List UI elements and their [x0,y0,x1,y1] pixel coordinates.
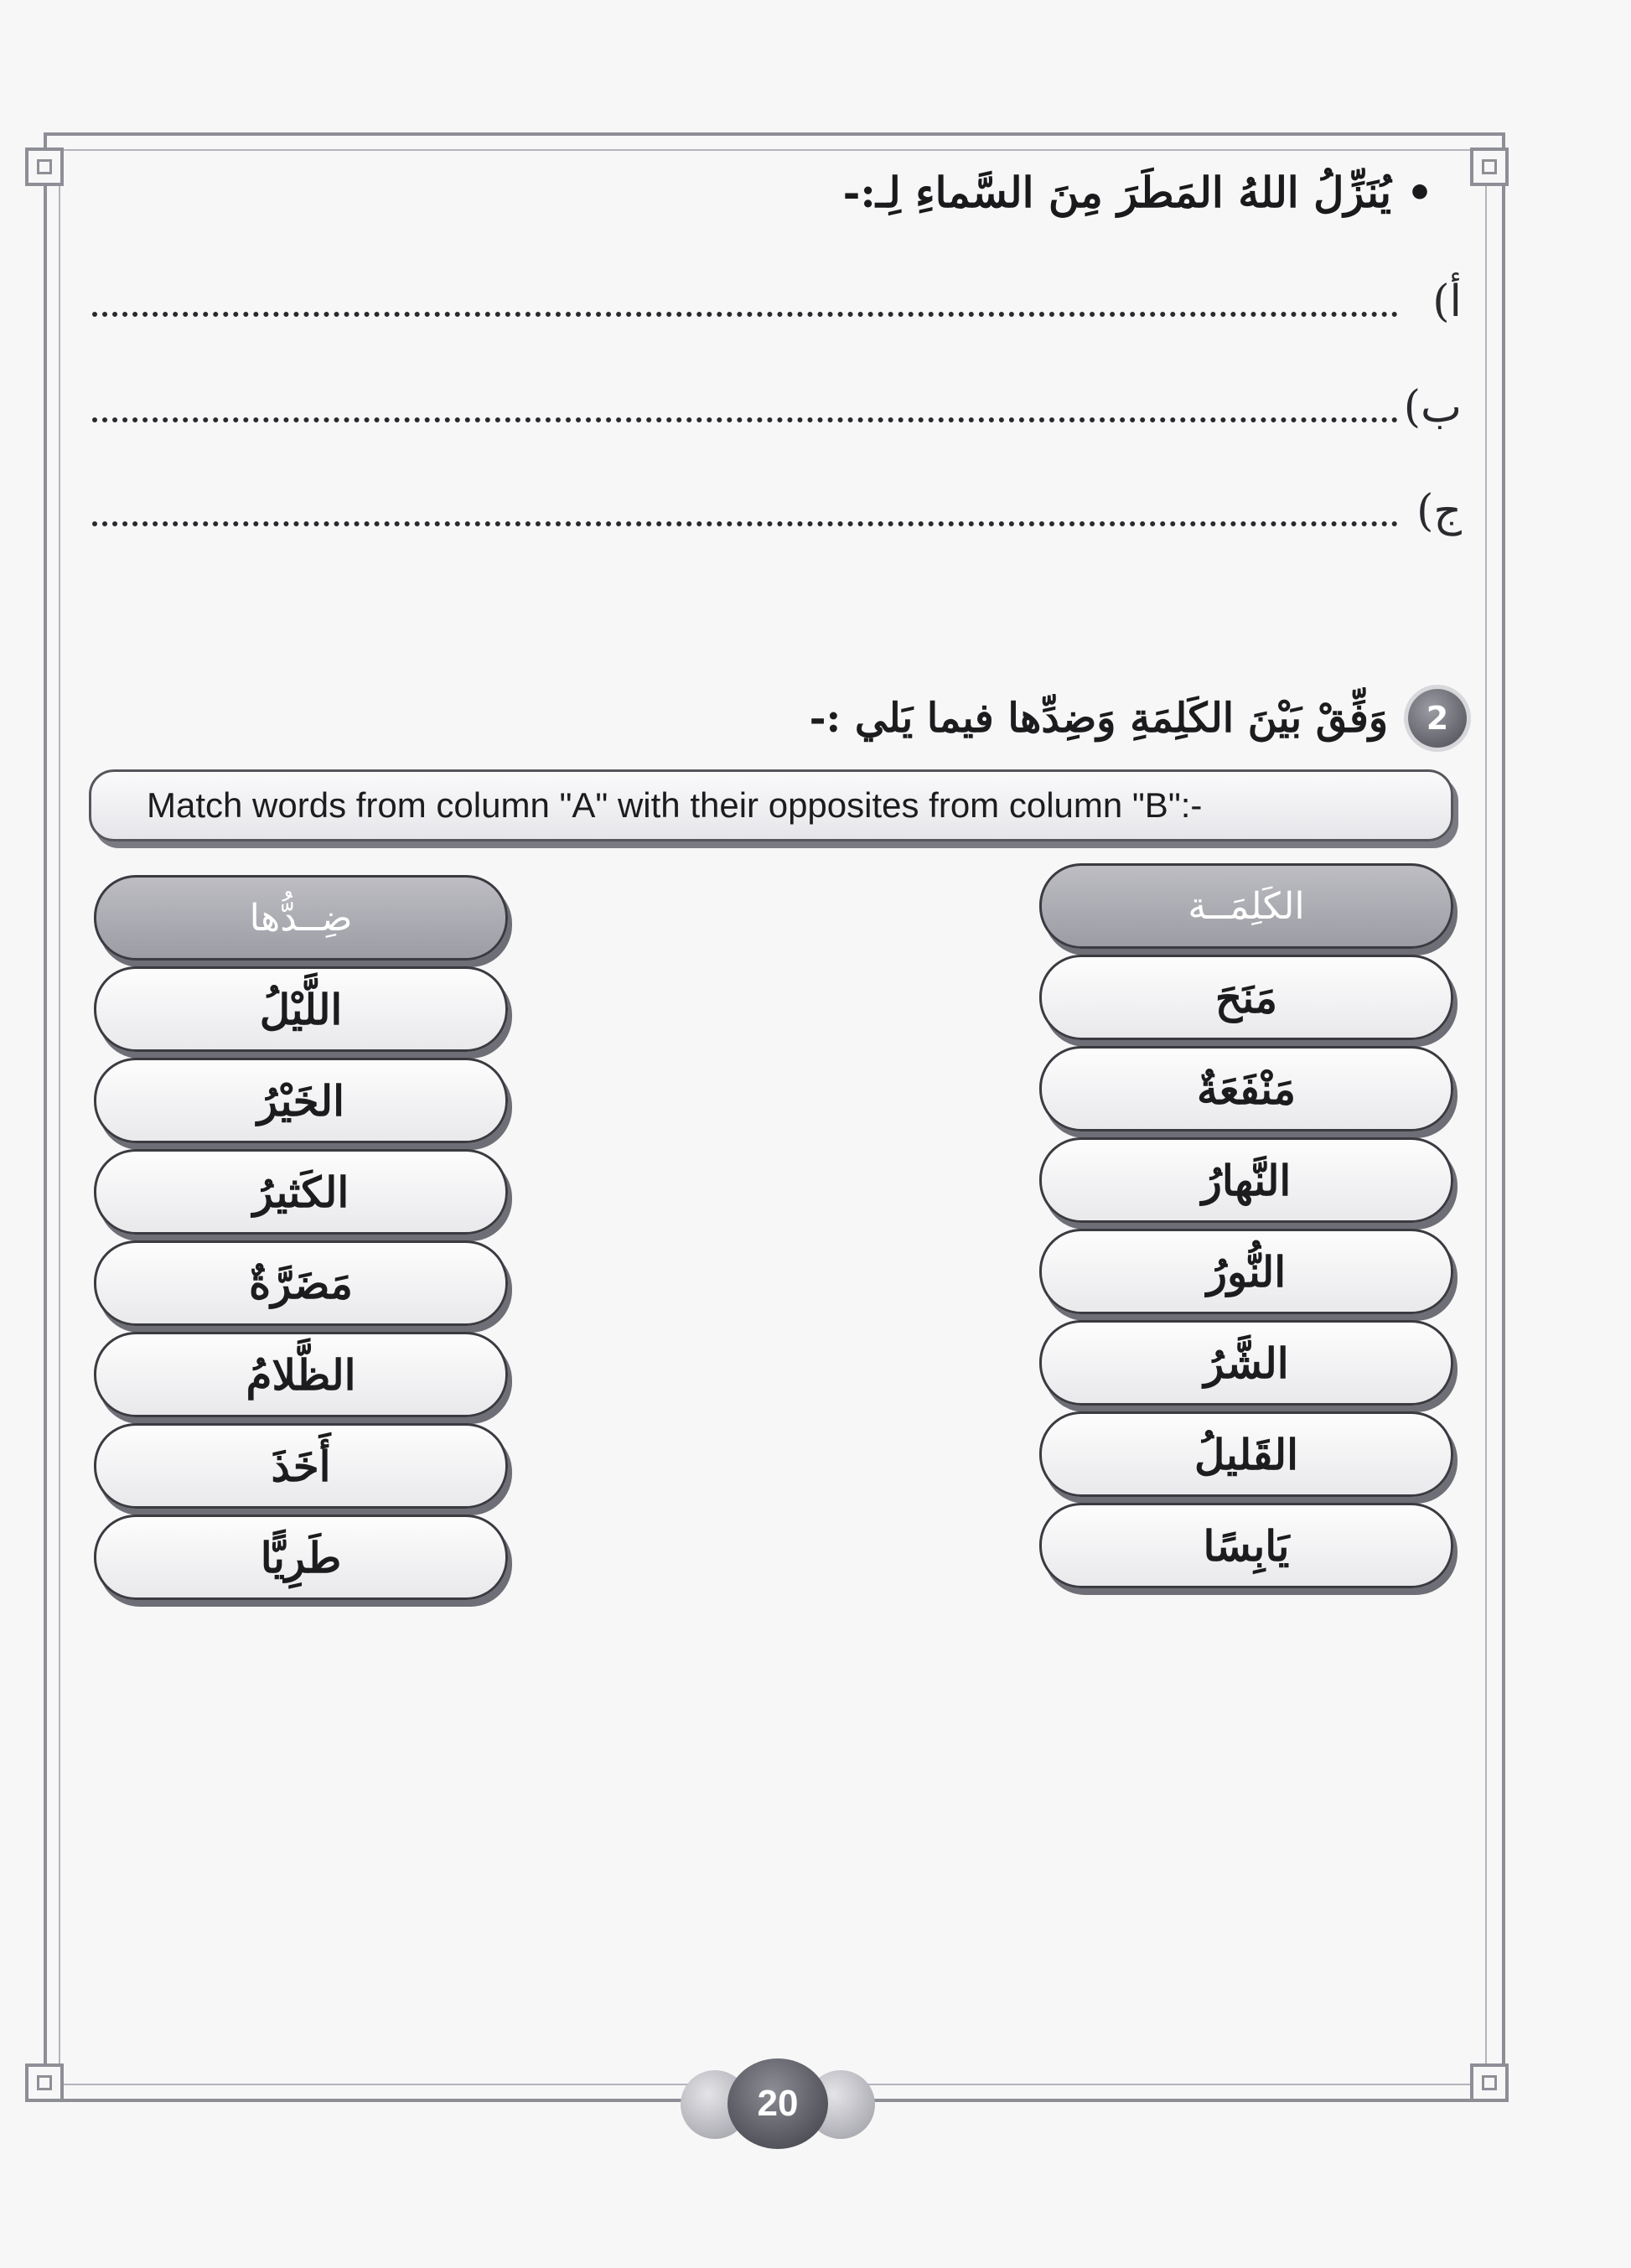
answer-line-a[interactable] [92,277,1462,327]
question-1 [843,168,1433,217]
column-a [1039,863,1453,1594]
corner-ornament [25,148,64,186]
page-number: 20 [727,2058,828,2149]
answer-line-b[interactable] [92,382,1462,432]
page-number-badge [681,2058,875,2151]
dotted-line [92,521,1398,526]
column-b [94,875,508,1606]
opposite-word[interactable]: اللَّيْلُ [94,966,508,1052]
instruction-text: Match words from column "A" with their opposites from column "B":- [147,785,1203,825]
opposite-word[interactable]: الظَّلامُ [94,1332,508,1417]
word[interactable]: القَليلُ [1039,1411,1453,1497]
word[interactable]: الشَّرُ [1039,1320,1453,1406]
dotted-line [92,312,1398,317]
question-1-text: يُنَزِّلُ اللهُ المَطَرَ مِنَ السَّماءِ لِـ:- [842,168,1392,217]
bullet-icon: • [1406,168,1433,217]
word[interactable]: يَابِسًا [1039,1503,1453,1588]
opposite-word[interactable]: طَرِيًّا [94,1515,508,1600]
answer-label: ج) [1416,486,1462,536]
answer-label: ب) [1403,382,1462,432]
answer-label: أ) [1432,277,1462,327]
corner-ornament [1470,148,1509,186]
word[interactable]: النَّهارُ [1039,1137,1453,1223]
column-b-header: ضِــدُّها [94,875,508,961]
dotted-line [92,417,1398,422]
question-number-badge: 2 [1408,689,1467,748]
corner-ornament [25,2063,64,2102]
word[interactable]: مَنْفَعَةٌ [1039,1046,1453,1131]
question-2-text: وَفِّقْ بَيْنَ الكَلِمَةِ وَضِدِّها فيما يَلي :- [809,695,1388,742]
word[interactable]: النُّورُ [1039,1229,1453,1314]
question-2 [810,689,1467,748]
opposite-word[interactable]: الخَيْرُ [94,1058,508,1143]
word[interactable]: مَنَحَ [1039,955,1453,1040]
instruction-banner [89,769,1453,841]
answer-line-c[interactable] [92,486,1462,536]
opposite-word[interactable]: أَخَذَ [94,1423,508,1509]
opposite-word[interactable]: مَضَرَّةٌ [94,1240,508,1326]
corner-ornament [1470,2063,1509,2102]
column-a-header: الكَلِمَــة [1039,863,1453,949]
opposite-word[interactable]: الكَثيرُ [94,1149,508,1235]
